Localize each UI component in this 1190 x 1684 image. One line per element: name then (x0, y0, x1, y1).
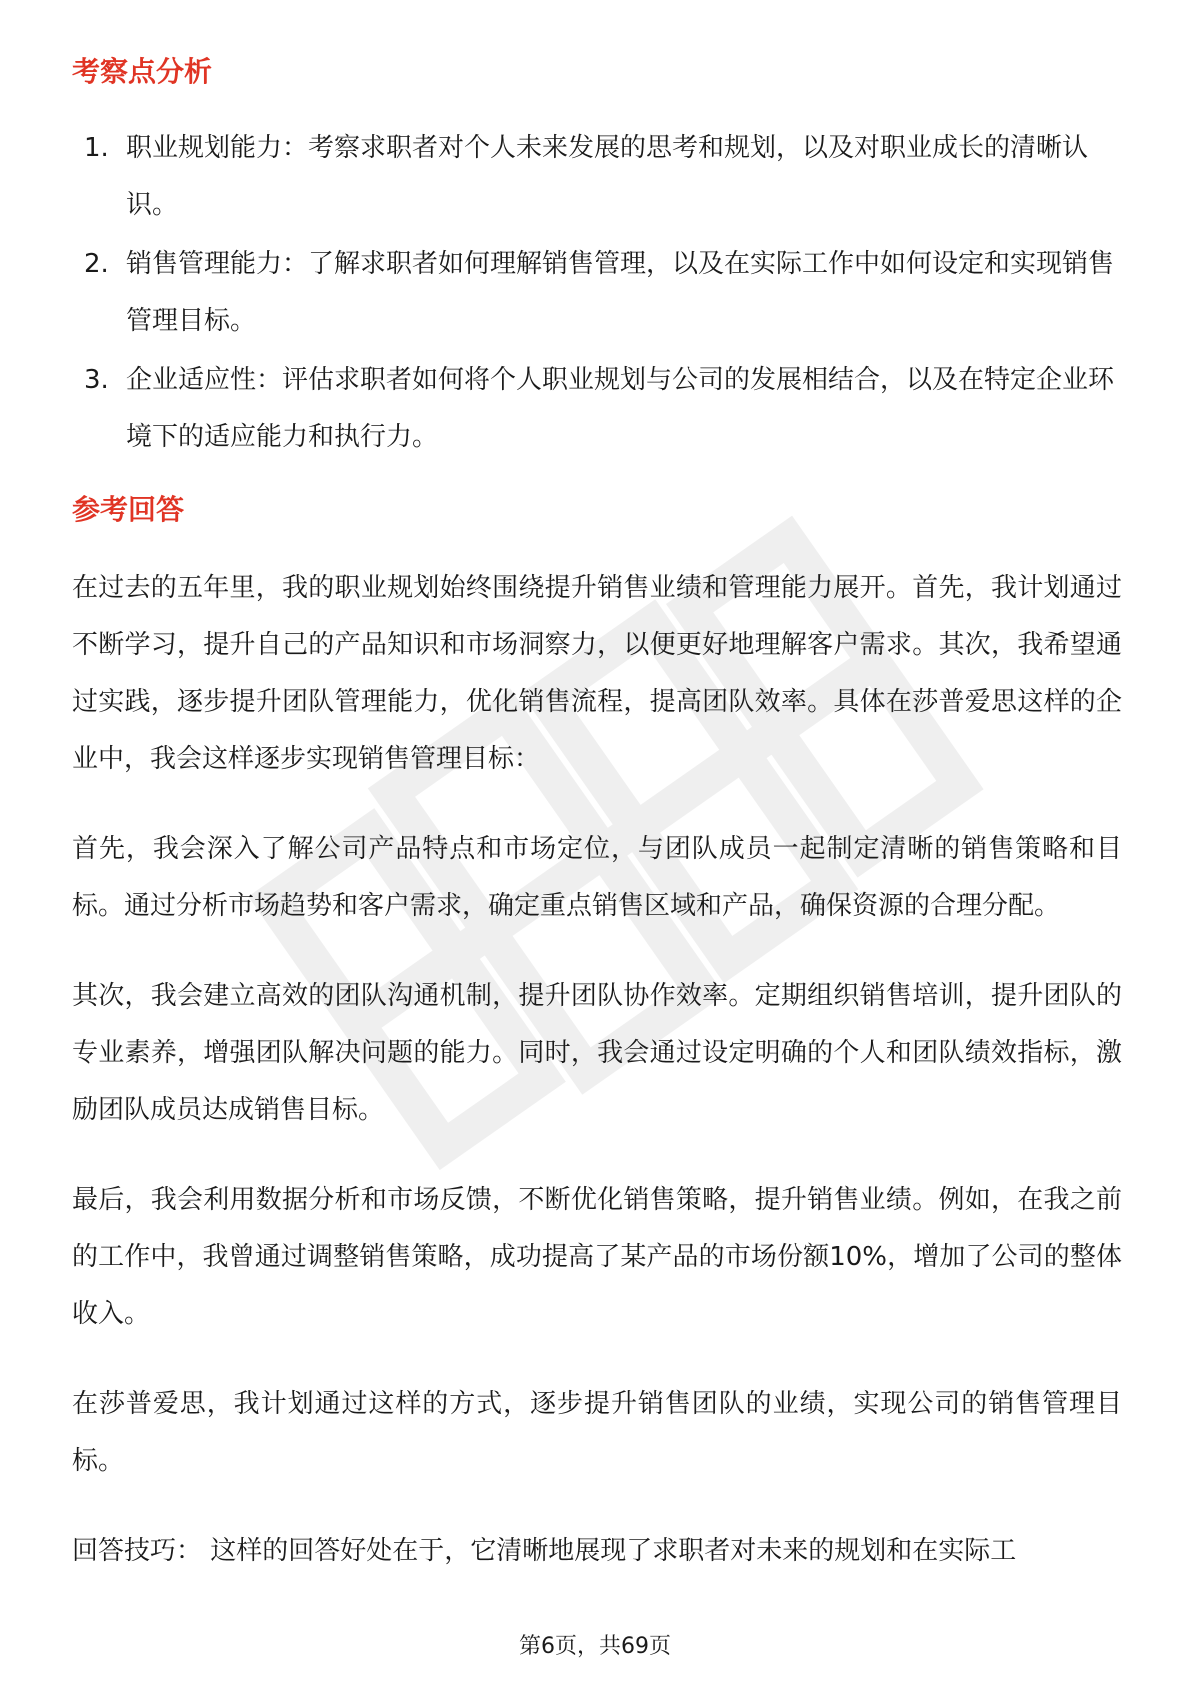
list-item-text: 销售管理能力：了解求职者如何理解销售管理，以及在实际工作中如何设定和实现销售管理目标。 (126, 249, 1115, 336)
list-item (72, 120, 1122, 234)
list-item (72, 236, 1122, 350)
list-item-number: 3. (84, 365, 109, 395)
answer-paragraph: 最后，我会利用数据分析和市场反馈，不断优化销售策略，提升销售业绩。例如，在我之前的工作中，我曾通过调整销售策略，成功提高了某产品的市场份额10%，增加了公司的整体收入。 (72, 1185, 1122, 1329)
list-item-number: 2. (84, 249, 109, 279)
answer-paragraph: 在莎普爱思，我计划通过这样的方式，逐步提升销售团队的业绩，实现公司的销售管理目标。 (72, 1389, 1122, 1476)
section-heading-analysis: 考察点分析 (72, 55, 213, 88)
list-item-text: 企业适应性：评估求职者如何将个人职业规划与公司的发展相结合，以及在特定企业环境下的适应能力和执行力。 (126, 365, 1115, 452)
answer-paragraph: 首先，我会深入了解公司产品特点和市场定位，与团队成员一起制定清晰的销售策略和目标。通过分析市场趋势和客户需求，确定重点销售区域和产品，确保资源的合理分配。 (72, 834, 1122, 921)
section-heading-answer: 参考回答 (72, 493, 185, 526)
answer-paragraph: 其次，我会建立高效的团队沟通机制，提升团队协作效率。定期组织销售培训，提升团队的专业素养，增强团队解决问题的能力。同时，我会通过设定明确的个人和团队绩效指标，激励团队成员达成销售目标。 (72, 981, 1122, 1125)
list-item (72, 352, 1122, 466)
analysis-list (72, 120, 1122, 468)
list-item-number: 1. (84, 133, 109, 163)
answer-paragraph: 在过去的五年里，我的职业规划始终围绕提升销售业绩和管理能力展开。首先，我计划通过不断学习，提升自己的产品知识和市场洞察力，以便更好地理解客户需求。其次，我希望通过实践，逐步提升团队管理能力，优化销售流程，提高团队效率。具体在莎普爱思这样的企业中，我会这样逐步实现销售管理目标： (72, 573, 1122, 774)
page-number: 第6页，共69页 (519, 1634, 671, 1659)
answer-tip: 回答技巧： 这样的回答好处在于，它清晰地展现了求职者对未来的规划和在实际工 (72, 1536, 1017, 1566)
list-item-text: 职业规划能力：考察求职者对个人未来发展的思考和规划，以及对职业成长的清晰认识。 (126, 133, 1089, 220)
answer-body (72, 560, 1122, 1613)
